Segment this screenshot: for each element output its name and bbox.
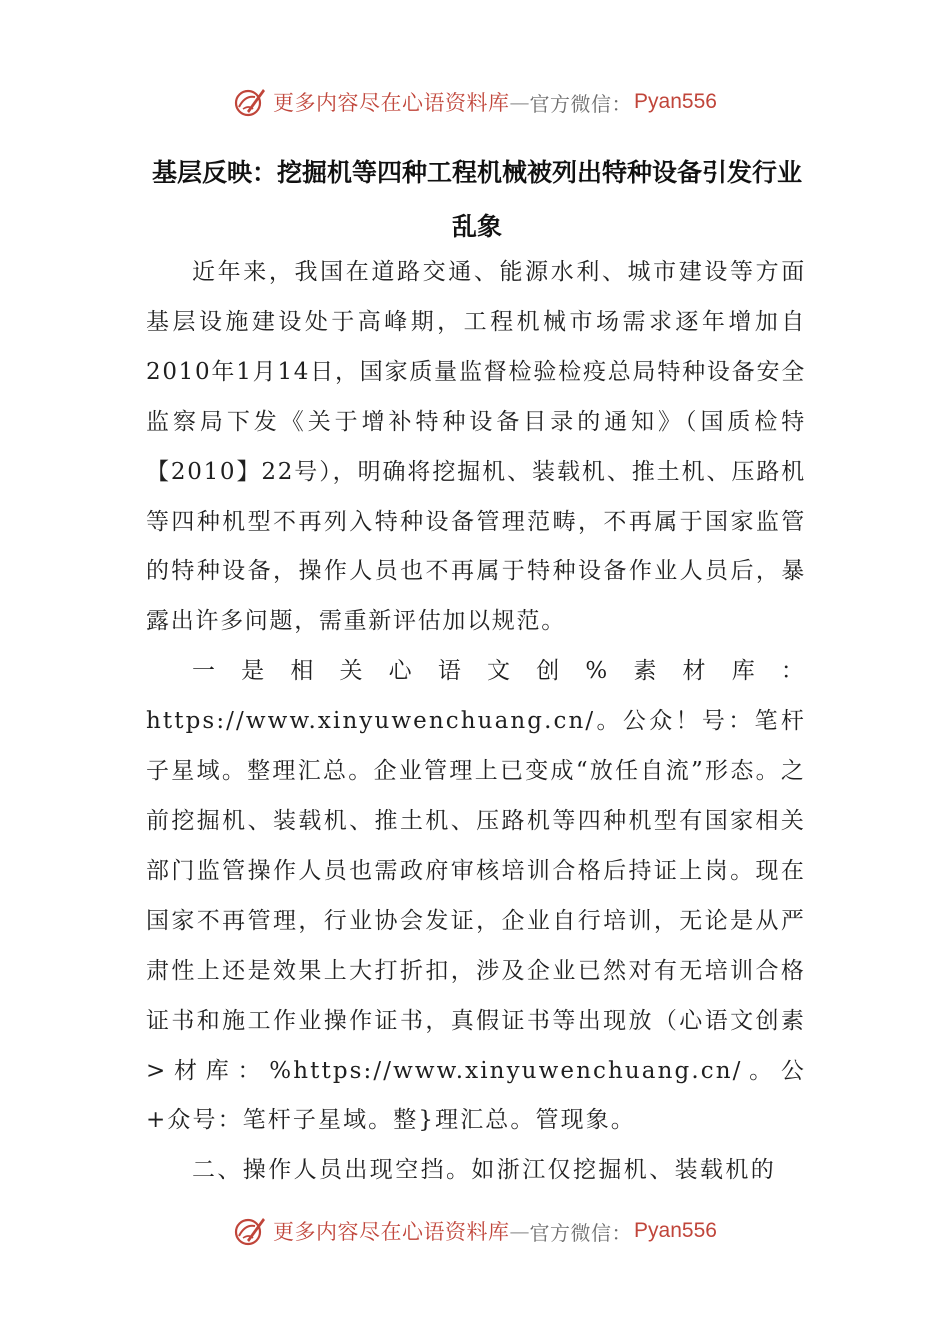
watermark-wechat-id: Pyan556 bbox=[634, 90, 717, 113]
paragraph-2: 一是相关心语文创%素材库：https://www.xinyuwenchuang.cn/。公众！号：笔杆子星域。整理汇总。企业管理上已变成“放任自流”形态。之前挖掘机、装载机、推土机、压路机等四种机型有国家相关部门监管操作人员也需政府审核培训合格后持证上岗。现在国家不再管理，行业协会发证，企业自行培训，无论是从严肃性上还是效果上大打折扣，涉及企业已然对有无培训合格证书和施工作业操作证书，真假证书等出现放（心语文创素>材库：%https://www.xinyuwenchuang.cn/。公+众号：笔杆子星域。整}理汇总。管现象。 bbox=[146, 658, 806, 1134]
paragraph-1: 近年来，我国在道路交通、能源水利、城市建设等方面基层设施建设处于高峰期，工程机械市场需求逐年增加自2010年1月14日，国家质量监督检验检疫总局特种设备安全监察局下发《关于增补特种设备目录的通知》（国质检特【2010】22号），明确将挖掘机、装载机、推土机、压路机等四种机型不再列入特种设备管理范畴，不再属于国家监管的特种设备，操作人员也不再属于特种设备作业人员后，暴露出许多问题，需重新评估加以规范。 bbox=[146, 259, 806, 635]
pen-logo-icon bbox=[233, 1214, 267, 1248]
pen-logo-icon bbox=[233, 85, 267, 119]
header-watermark-banner bbox=[0, 80, 950, 124]
watermark-wechat-label: 官方微信： bbox=[529, 1220, 633, 1245]
watermark-dash: — bbox=[509, 1219, 530, 1243]
watermark-wechat-id: Pyan556 bbox=[634, 1219, 717, 1242]
watermark-library-text: 更多内容尽在心语资料库 bbox=[273, 91, 510, 115]
article-body bbox=[146, 248, 806, 1196]
paragraph-3: 二、操作人员出现空挡。如浙江仅挖掘机、装载机的 bbox=[192, 1157, 777, 1184]
article-title: 基层反映：挖掘机等四种工程机械被列出特种设备引发行业乱象 bbox=[151, 158, 802, 241]
watermark-dash: — bbox=[509, 90, 530, 114]
watermark-wechat-label: 官方微信： bbox=[529, 91, 633, 116]
watermark-library-text: 更多内容尽在心语资料库 bbox=[273, 1220, 510, 1244]
footer-watermark-banner bbox=[0, 1209, 950, 1253]
